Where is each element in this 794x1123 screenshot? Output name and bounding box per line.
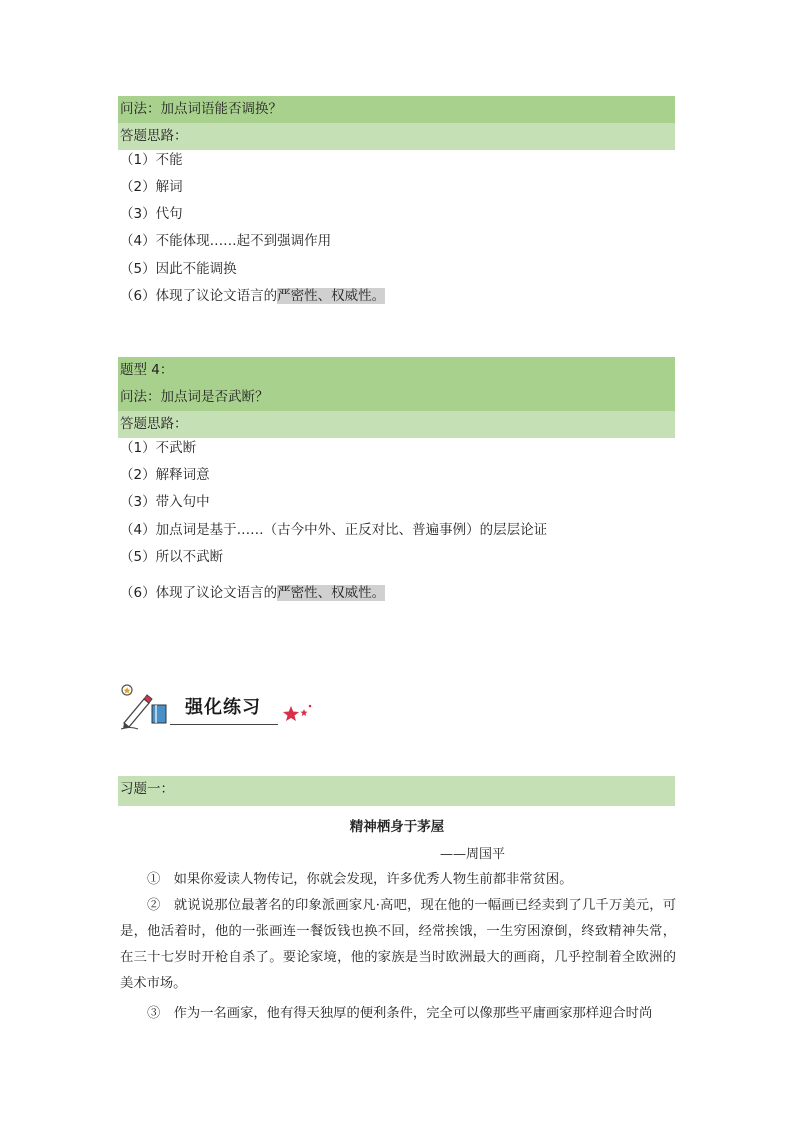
step-4: （4）不能体现……起不到强调作用 (120, 233, 332, 249)
step-6: （6）体现了议论文语言的严密性、权威性。 (120, 288, 386, 304)
approach-band: 答题思路： (118, 123, 675, 150)
paragraph-2: ② 就说说那位最著名的印象派画家凡·高吧，现在他的一幅画已经卖到了几千万美元，可是，他活着时，他的一张画连一餐饭钱也换不回，经常挨饿，一生穷困潦倒，终致精神失常，在三十七岁时开枪自杀了。要论家境，他的家族是当时欧洲最大的画商，几乎控制着全欧洲的美术市场。 (120, 898, 676, 991)
practice-title: 强化练习 (185, 697, 261, 718)
type-band: 题型 4： (118, 357, 675, 384)
exercise-band: 习题一： (118, 776, 675, 806)
step-4: （4）加点词是基于……（古今中外、正反对比、普遍事例）的层层论证 (120, 522, 548, 538)
step-6: （6）体现了议论文语言的严密性、权威性。 (120, 585, 386, 601)
title-underline (170, 724, 278, 725)
paragraph-3: ③ 作为一名画家，他有得天独厚的便利条件，完全可以像那些平庸画家那样迎合时尚 (147, 1006, 653, 1021)
article-title: 精神栖身于茅屋 (349, 819, 445, 835)
highlight-text: 严密性、权威性。 (277, 288, 386, 304)
step-2: （2）解释词意 (120, 467, 210, 483)
article-author: ——周国平 (440, 847, 506, 862)
paragraph-1: ① 如果你爱读人物传记，你就会发现，许多优秀人物生前都非常贫困。 (147, 872, 573, 887)
question-band: 问法：加点词是否武断？ (118, 384, 675, 411)
step-1: （1）不能 (120, 152, 183, 168)
approach-band: 答题思路： (118, 411, 675, 438)
step-3: （3）带入句中 (120, 494, 210, 510)
step-3: （3）代句 (120, 206, 183, 222)
star-decoration-icon (282, 703, 314, 727)
step-5: （5）所以不武断 (120, 549, 224, 565)
pen-book-icon (118, 683, 168, 731)
step-1: （1）不武断 (120, 440, 197, 456)
practice-header (118, 683, 318, 731)
step-2: （2）解词 (120, 179, 183, 195)
step-5: （5）因此不能调换 (120, 261, 237, 277)
question-band: 问法：加点词语能否调换？ (118, 96, 675, 123)
highlight-text: 严密性、权威性。 (277, 585, 386, 601)
